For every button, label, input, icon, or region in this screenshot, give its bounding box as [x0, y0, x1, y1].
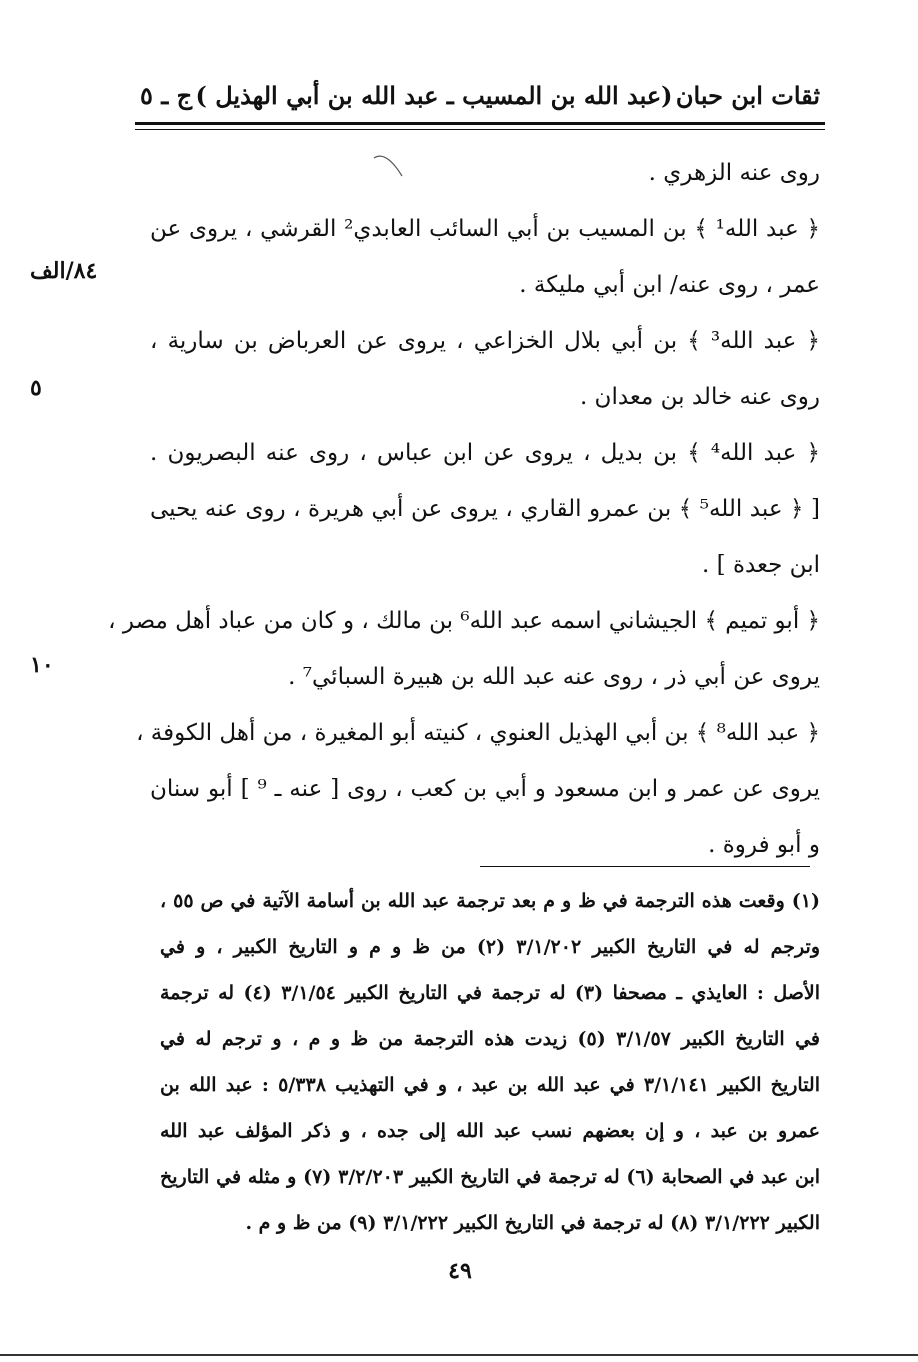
- text-line: ﴿ عبد الله¹ ﴾ بن المسيب بن أبي السائب العابدي² القرشي ، يروى عن: [150, 216, 821, 242]
- margin-line-number-10: ١٠: [30, 652, 54, 678]
- text-line: [ ﴿ عبد الله⁵ ﴾ بن عمرو القاري ، يروى عن أبي هريرة ، روى عنه يحيى: [150, 496, 821, 522]
- margin-line-number-5: ٥: [30, 375, 42, 401]
- text-line: يروى عن عمر و ابن مسعود و أبي بن كعب ، روى [ عنه ـ ⁹ ] أبو سنان: [150, 776, 820, 802]
- footnote-line: الكبير ٣/١/٢٢٢ (٨) له ترجمة في التاريخ الكبير ٣/١/٢٢٢ (٩) من ظ و م .: [245, 1212, 820, 1234]
- text-line: عمر ، روى عنه/ ابن أبي مليكة .: [519, 272, 820, 298]
- header-volume: ج ـ ٥: [140, 80, 193, 110]
- text-line: ابن جعدة ] .: [702, 552, 820, 578]
- main-text: [108, 145, 821, 873]
- margin-folio-number: ٨٤/الف: [30, 258, 98, 284]
- text-line: روى عنه خالد بن معدان .: [579, 384, 820, 410]
- text-line: روى عنه الزهري .: [648, 160, 820, 186]
- footnote-line: (١) وقعت هذه الترجمة في ظ و م بعد ترجمة عبد الله بن أسامة الآتية في ص ٥٥ ،: [160, 890, 820, 912]
- header-entry-range: (عبد الله بن المسيب ـ عبد الله بن أبي الهذيل ): [195, 80, 673, 110]
- header-rule-thin: [135, 129, 825, 130]
- text-line: ﴿ أبو تميم ﴾ الجيشاني اسمه عبد الله⁶ بن مالك ، و كان من عباد أهل مصر ،: [108, 608, 820, 634]
- page-number: ٤٩: [448, 1258, 472, 1284]
- header-book-title: ثقات ابن حبان: [675, 80, 820, 110]
- footnotes: [160, 878, 820, 1246]
- text-line: ﴿ عبد الله⁴ ﴾ بن بديل ، يروى عن ابن عباس ، روى عنه البصريون .: [150, 440, 820, 466]
- scan-edge-line: [0, 1354, 918, 1356]
- text-line: يروى عن أبي ذر ، روى عنه عبد الله بن هبيرة السبائي⁷ .: [288, 664, 820, 690]
- footnote-line: الأصل : العايذي ـ مصحفا (٣) له ترجمة في التاريخ الكبير ٣/١/٥٤ (٤) له ترجمة: [160, 982, 821, 1004]
- text-line: و أبو فروة .: [708, 832, 820, 858]
- running-header: [140, 72, 820, 118]
- text-line: ﴿ عبد الله³ ﴾ بن أبي بلال الخزاعي ، يروى عن العرباض بن سارية ،: [150, 328, 820, 354]
- footnote-line: عمرو بن عبد ، و إن بعضهم نسب عبد الله إلى جده ، و ذكر المؤلف عبد الله: [160, 1120, 820, 1142]
- footnote-line: التاريخ الكبير ٣/١/١٤١ في عبد الله بن عبد ، و في التهذيب ٥/٣٣٨ : عبد الله بن: [160, 1074, 821, 1096]
- footnote-line: وترجم له في التاريخ الكبير ٣/١/٢٠٢ (٢) من ظ و م و التاريخ الكبير ، و في: [160, 936, 820, 958]
- footnote-line: في التاريخ الكبير ٣/١/٥٧ (٥) زيدت هذه الترجمة من ظ و م ، و ترجم له في: [160, 1028, 821, 1050]
- text-line: ﴿ عبد الله⁸ ﴾ بن أبي الهذيل العنوي ، كنيته أبو المغيرة ، من أهل الكوفة ،: [136, 720, 820, 746]
- footnote-line: ابن عبد في الصحابة (٦) له ترجمة في التاريخ الكبير ٣/٢/٢٠٣ (٧) و مثله في التاريخ: [160, 1166, 821, 1188]
- header-rule-thick: [135, 122, 825, 125]
- footnote-separator: [480, 866, 810, 867]
